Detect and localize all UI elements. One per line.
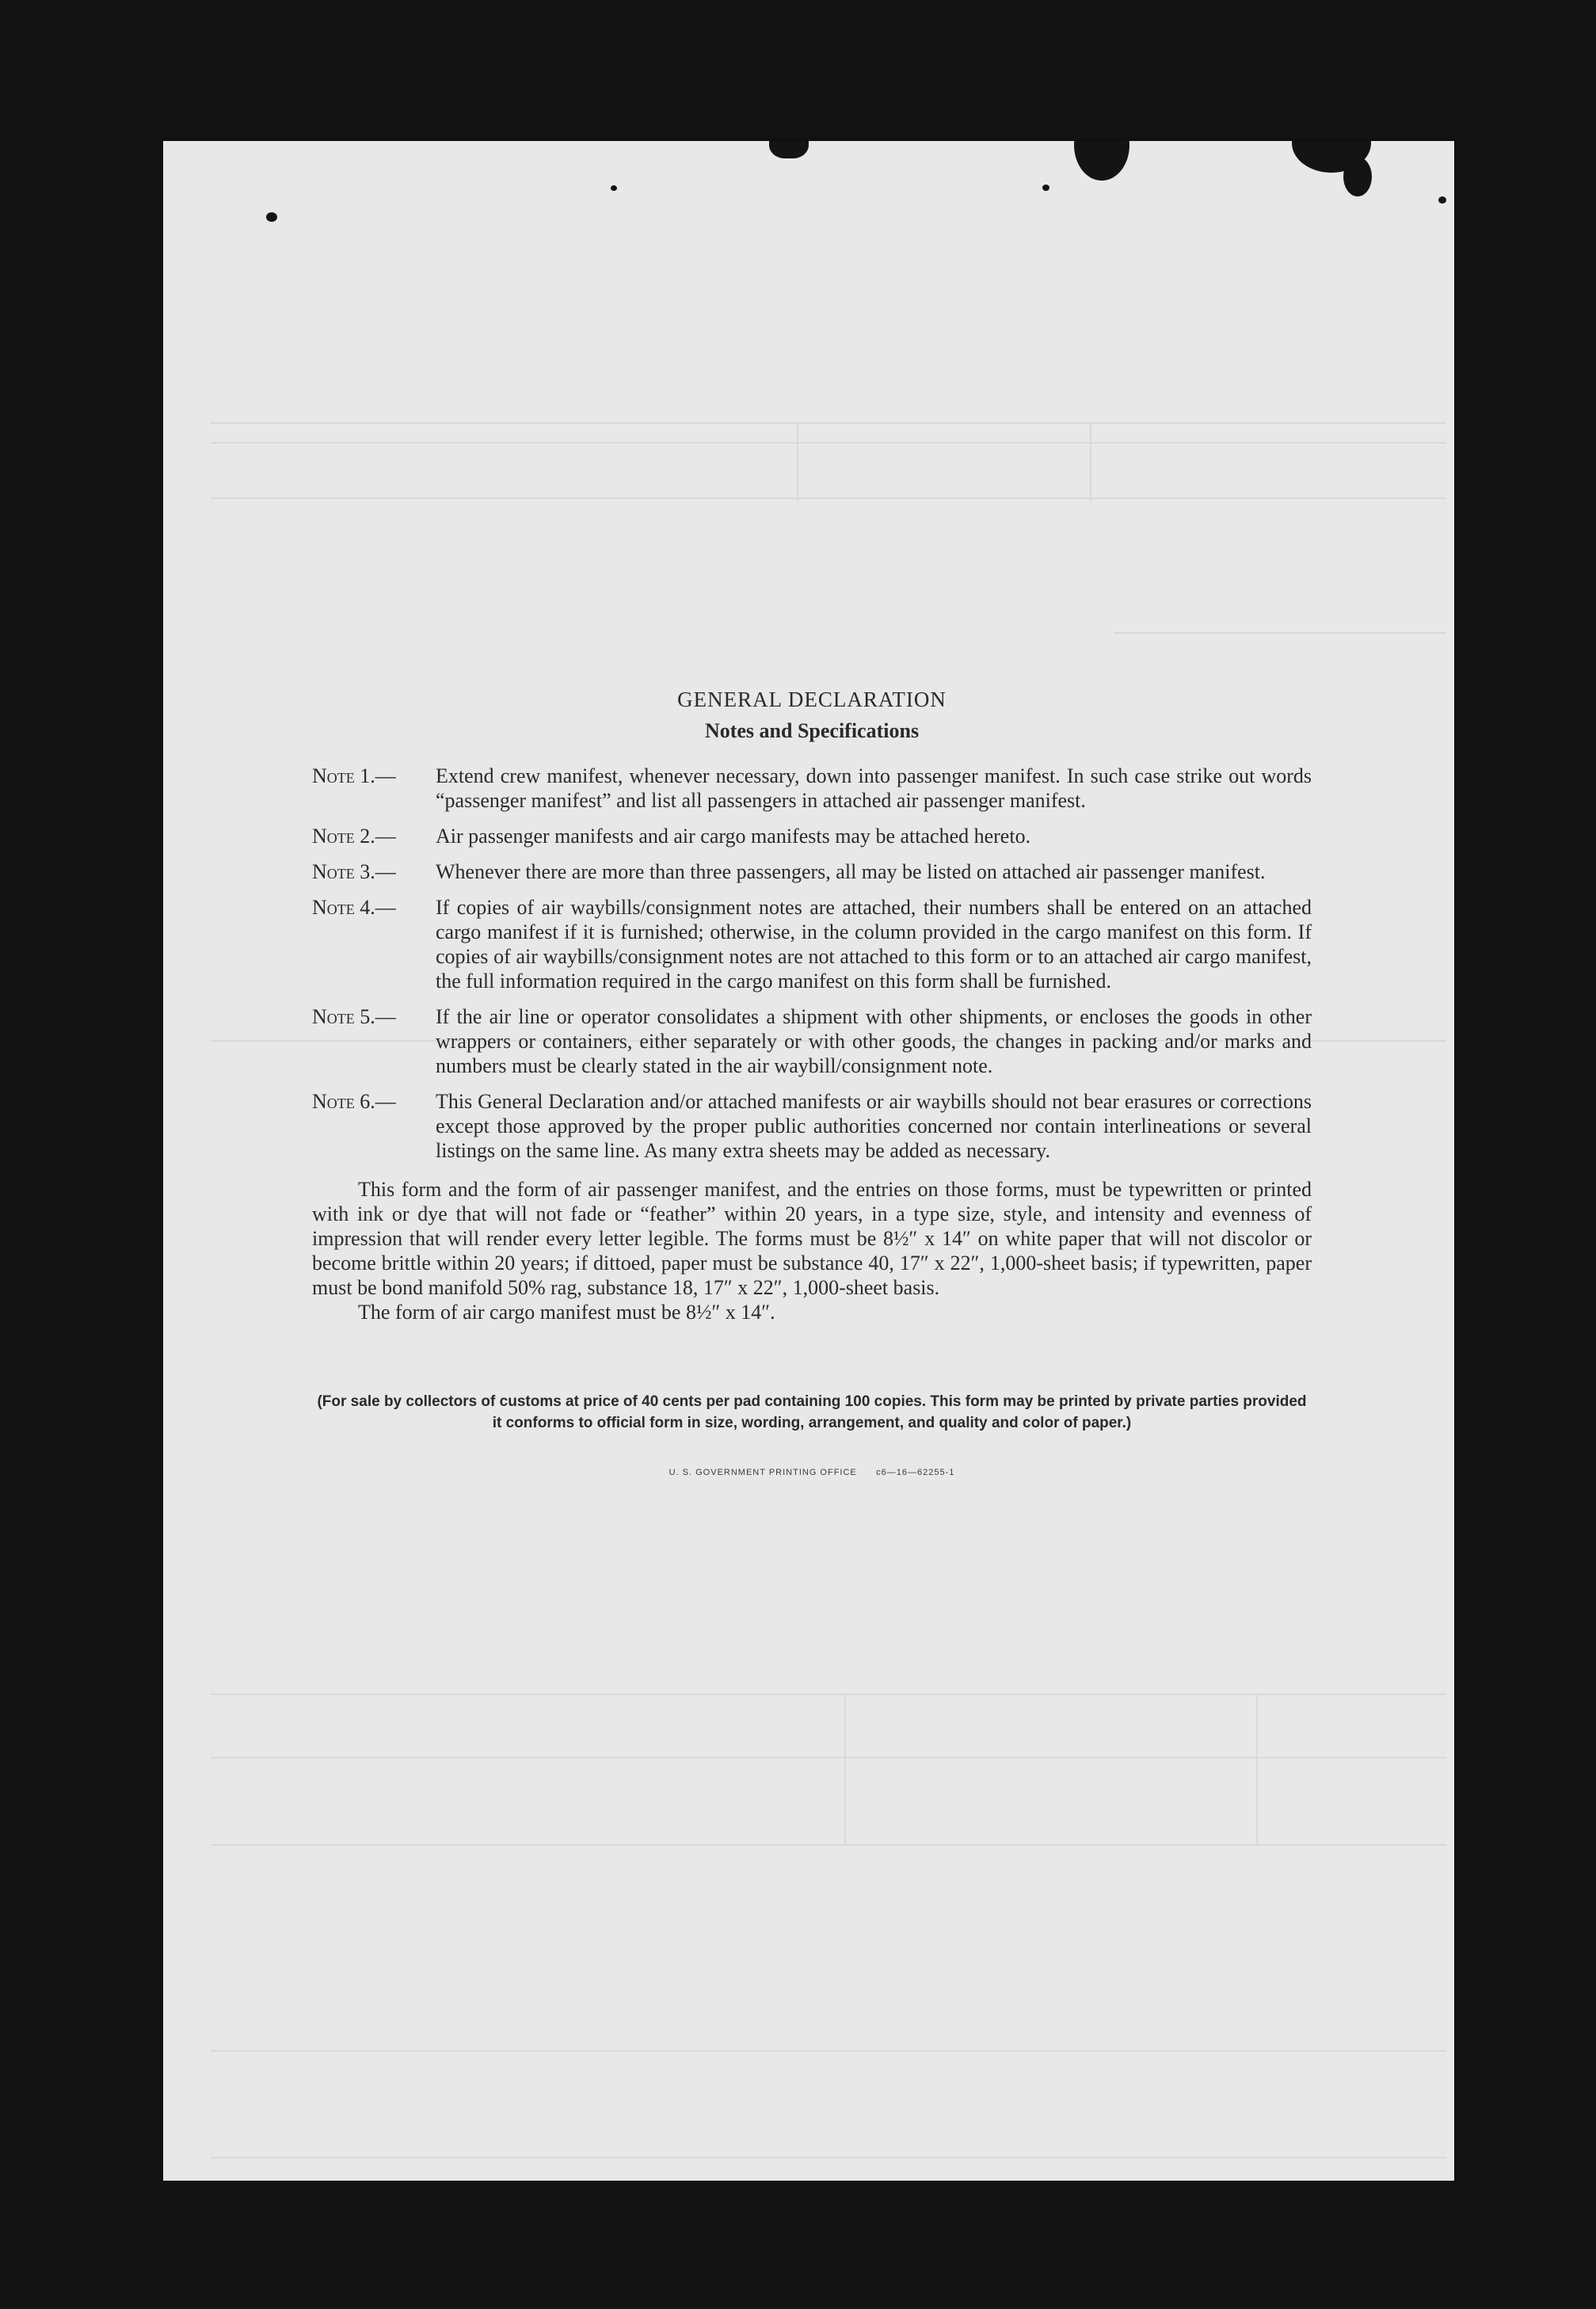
ghost-rule bbox=[797, 422, 798, 501]
ghost-rule bbox=[211, 1694, 1446, 1695]
declaration-notes bbox=[312, 688, 1312, 1485]
note-text: This General Declaration and/or attached manifests or air waybills should not bear erasures or corrections except those approved by the proper public authorities concerned nor contain interlineations or several listings on the same line. As many extra sheets may be added as necessary. bbox=[436, 1090, 1312, 1162]
ghost-rule bbox=[844, 1694, 846, 1844]
note-5 bbox=[312, 1004, 1312, 1078]
document-title: GENERAL DECLARATION bbox=[677, 688, 947, 711]
note-label: Note 4.— bbox=[312, 896, 396, 919]
sale-notice: (For sale by collectors of customs at price of 40 cents per pad containing 100 copies. This form may be printed by private parties provided it conforms to official form in size, wording, arrangement, and quality and color of paper.) bbox=[317, 1393, 1307, 1431]
note-label: Note 5.— bbox=[312, 1005, 396, 1028]
paper-damage bbox=[1438, 196, 1446, 204]
ghost-rule bbox=[211, 422, 1446, 424]
print-code: c6—16—62255-1 bbox=[876, 1468, 955, 1477]
note-3 bbox=[312, 859, 1312, 884]
note-label: Note 2.— bbox=[312, 825, 396, 848]
note-1 bbox=[312, 764, 1312, 813]
note-text: If copies of air waybills/consignment notes are attached, their numbers shall be entered on an attached cargo manifest if it is furnished; otherwise, in the column provided in the cargo manifest on this form. If copies of air waybills/consignment notes are not attached to this form or to an attached air cargo manifest, the full information required in the cargo manifest on this form shall be furnished. bbox=[436, 896, 1312, 993]
note-label: Note 6.— bbox=[312, 1090, 396, 1113]
paper-damage bbox=[1343, 157, 1372, 196]
printing-office: U. S. GOVERNMENT PRINTING OFFICE bbox=[668, 1468, 857, 1477]
note-text: Air passenger manifests and air cargo manifests may be attached hereto. bbox=[436, 825, 1031, 848]
ghost-rule bbox=[211, 1844, 1446, 1846]
document-subtitle: Notes and Specifications bbox=[704, 719, 920, 742]
note-text: Whenever there are more than three passengers, all may be listed on attached air passenger manifest. bbox=[436, 860, 1266, 883]
cargo-manifest-size-line: The form of air cargo manifest must be 8½″ x 14″. bbox=[358, 1301, 775, 1324]
form-specification-paragraph: This form and the form of air passenger manifest, and the entries on those forms, must be typewritten or printed with ink or dye that will not fade or “feather” within 20 years, in a type size, style, and intensity and evenness of impression that will render every letter legible. The forms must be 8½″ x 14″ on white paper that will not discolor or become brittle within 20 years; if dittoed, paper must be substance 40, 17″ x 22″, 1,000-sheet basis; if typewritten, paper must be bond manifold 50% rag, substance 18, 17″ x 22″, 1,000-sheet basis. bbox=[312, 1178, 1312, 1299]
ghost-rule bbox=[211, 442, 1446, 444]
paper-damage bbox=[266, 212, 277, 222]
paper-damage bbox=[1042, 185, 1049, 191]
paper-damage bbox=[1074, 141, 1129, 181]
ghost-rule bbox=[211, 2050, 1446, 2052]
note-2 bbox=[312, 824, 1312, 848]
note-text: Extend crew manifest, whenever necessary, down into passenger manifest. In such case strike out words “passenger manifest” and list all passengers in attached air passenger manifest. bbox=[436, 764, 1312, 812]
paper-damage bbox=[611, 185, 617, 191]
printing-office-line bbox=[312, 1461, 1312, 1485]
ghost-rule bbox=[211, 497, 1446, 499]
note-text: If the air line or operator consolidates a shipment with other shipments, or encloses the goods in other wrappers or containers, either separately or with other goods, the changes in packing and/or marks and numbers must be clearly stated in the air waybill/consignment note. bbox=[436, 1005, 1312, 1077]
note-6 bbox=[312, 1089, 1312, 1163]
note-4 bbox=[312, 895, 1312, 993]
ghost-rule bbox=[1114, 632, 1446, 634]
ghost-rule bbox=[211, 2157, 1446, 2158]
note-label: Note 3.— bbox=[312, 860, 396, 883]
document-page bbox=[163, 141, 1454, 2181]
ghost-rule bbox=[1256, 1694, 1258, 1844]
ghost-rule bbox=[211, 1757, 1446, 1758]
note-label: Note 1.— bbox=[312, 764, 396, 787]
ghost-rule bbox=[1090, 422, 1091, 501]
paper-damage bbox=[769, 141, 809, 158]
